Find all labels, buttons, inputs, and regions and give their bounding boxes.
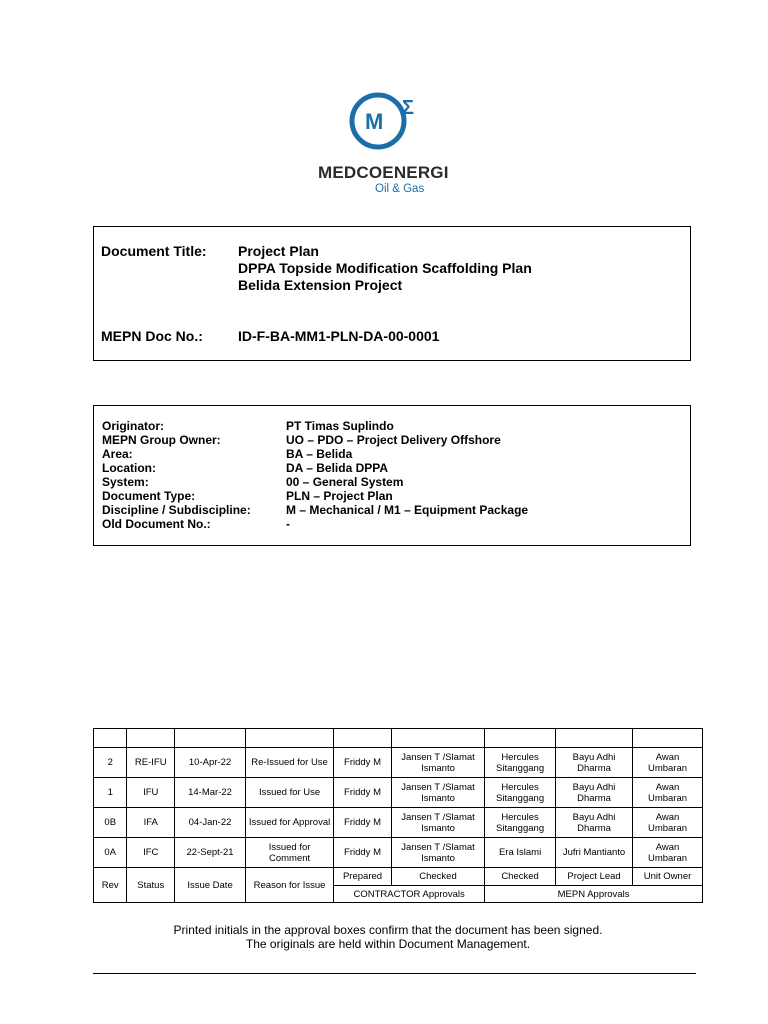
header-project-lead: Project Lead	[556, 868, 633, 886]
table-row	[94, 808, 703, 838]
prepared-cell: Friddy M	[334, 838, 392, 868]
table-row-empty	[94, 729, 703, 748]
rev-cell: 1	[94, 778, 127, 808]
checked-mepn-cell: Hercules Sitanggang	[485, 808, 556, 838]
table-row	[94, 838, 703, 868]
prepared-cell: Friddy M	[334, 778, 392, 808]
document-title-line-1: Project Plan	[238, 243, 319, 259]
unit-owner-cell: Awan Umbaran	[633, 808, 703, 838]
doc-number: ID-F-BA-MM1-PLN-DA-00-0001	[238, 328, 440, 344]
project-lead-cell: Bayu Adhi Dharma	[556, 748, 633, 778]
meta-label-discipline: Discipline / Subdiscipline:	[102, 503, 251, 517]
meta-value-originator: PT Timas Suplindo	[286, 419, 394, 433]
reason-cell: Issued for Approval	[245, 808, 333, 838]
doc-number-label: MEPN Doc No.:	[101, 328, 203, 344]
meta-value-location: DA – Belida DPPA	[286, 461, 389, 475]
checked-mepn-cell: Era Islami	[485, 838, 556, 868]
status-cell: IFU	[127, 778, 175, 808]
meta-label-area: Area:	[102, 447, 133, 461]
header-mepn-approvals: MEPN Approvals	[485, 886, 703, 903]
meta-value-area: BA – Belida	[286, 447, 353, 461]
status-cell: RE-IFU	[127, 748, 175, 778]
meta-label-location: Location:	[102, 461, 156, 475]
header-prepared: Prepared	[334, 868, 392, 886]
project-lead-cell: Jufri Mantianto	[556, 838, 633, 868]
document-title-line-2: DPPA Topside Modification Scaffolding Plan	[238, 260, 532, 276]
header-reason: Reason for Issue	[245, 868, 333, 903]
rev-cell: 0B	[94, 808, 127, 838]
document-title-label: Document Title:	[101, 243, 207, 259]
document-metadata-block	[93, 405, 691, 546]
date-cell: 04-Jan-22	[175, 808, 246, 838]
meta-value-old-doc-no: -	[286, 517, 290, 531]
status-cell: IFA	[127, 808, 175, 838]
document-title-block	[93, 226, 691, 361]
meta-label-originator: Originator:	[102, 419, 164, 433]
unit-owner-cell: Awan Umbaran	[633, 838, 703, 868]
date-cell: 22-Sept-21	[175, 838, 246, 868]
date-cell: 14-Mar-22	[175, 778, 246, 808]
revision-table	[93, 728, 703, 903]
meta-label-group-owner: MEPN Group Owner:	[102, 433, 221, 447]
meta-label-old-doc-no: Old Document No.:	[102, 517, 211, 531]
unit-owner-cell: Awan Umbaran	[633, 778, 703, 808]
logo-mark: M	[365, 109, 384, 134]
project-lead-cell: Bayu Adhi Dharma	[556, 808, 633, 838]
meta-value-group-owner: UO – PDO – Project Delivery Offshore	[286, 433, 501, 447]
table-row	[94, 748, 703, 778]
header-issue-date: Issue Date	[175, 868, 246, 903]
prepared-cell: Friddy M	[334, 748, 392, 778]
logo-wordmark: MEDCOENERGI	[318, 163, 449, 182]
meta-value-document-type: PLN – Project Plan	[286, 489, 393, 503]
checked-contractor-cell: Jansen T /Slamat Ismanto	[391, 838, 484, 868]
signature-note	[93, 923, 683, 951]
header-checked-mepn: Checked	[485, 868, 556, 886]
reason-cell: Issued for Use	[245, 778, 333, 808]
checked-mepn-cell: Hercules Sitanggang	[485, 748, 556, 778]
header-contractor-approvals: CONTRACTOR Approvals	[334, 886, 485, 903]
table-row	[94, 778, 703, 808]
header-rev: Rev	[94, 868, 127, 903]
meta-label-system: System:	[102, 475, 149, 489]
reason-cell: Issued for Comment	[245, 838, 333, 868]
signature-note-line-1: Printed initials in the approval boxes confirm that the document has been signed.	[173, 923, 603, 937]
meta-value-system: 00 – General System	[286, 475, 404, 489]
checked-contractor-cell: Jansen T /Slamat Ismanto	[391, 808, 484, 838]
status-cell: IFC	[127, 838, 175, 868]
rev-cell: 0A	[94, 838, 127, 868]
unit-owner-cell: Awan Umbaran	[633, 748, 703, 778]
checked-mepn-cell: Hercules Sitanggang	[485, 778, 556, 808]
checked-contractor-cell: Jansen T /Slamat Ismanto	[391, 748, 484, 778]
date-cell: 10-Apr-22	[175, 748, 246, 778]
table-header-row	[94, 868, 703, 886]
logo-sigma: Σ	[402, 97, 415, 119]
rev-cell: 2	[94, 748, 127, 778]
checked-contractor-cell: Jansen T /Slamat Ismanto	[391, 778, 484, 808]
project-lead-cell: Bayu Adhi Dharma	[556, 778, 633, 808]
signature-note-line-2: The originals are held within Document Management.	[245, 937, 531, 951]
footer-divider	[93, 973, 696, 974]
header-checked-contractor: Checked	[391, 868, 484, 886]
reason-cell: Re-Issued for Use	[245, 748, 333, 778]
meta-value-discipline: M – Mechanical / M1 – Equipment Package	[286, 503, 529, 517]
header-status: Status	[127, 868, 175, 903]
prepared-cell: Friddy M	[334, 808, 392, 838]
document-title-line-3: Belida Extension Project	[238, 277, 403, 293]
header-unit-owner: Unit Owner	[633, 868, 703, 886]
logo-subtitle: Oil & Gas	[375, 183, 425, 195]
meta-label-document-type: Document Type:	[102, 489, 196, 503]
